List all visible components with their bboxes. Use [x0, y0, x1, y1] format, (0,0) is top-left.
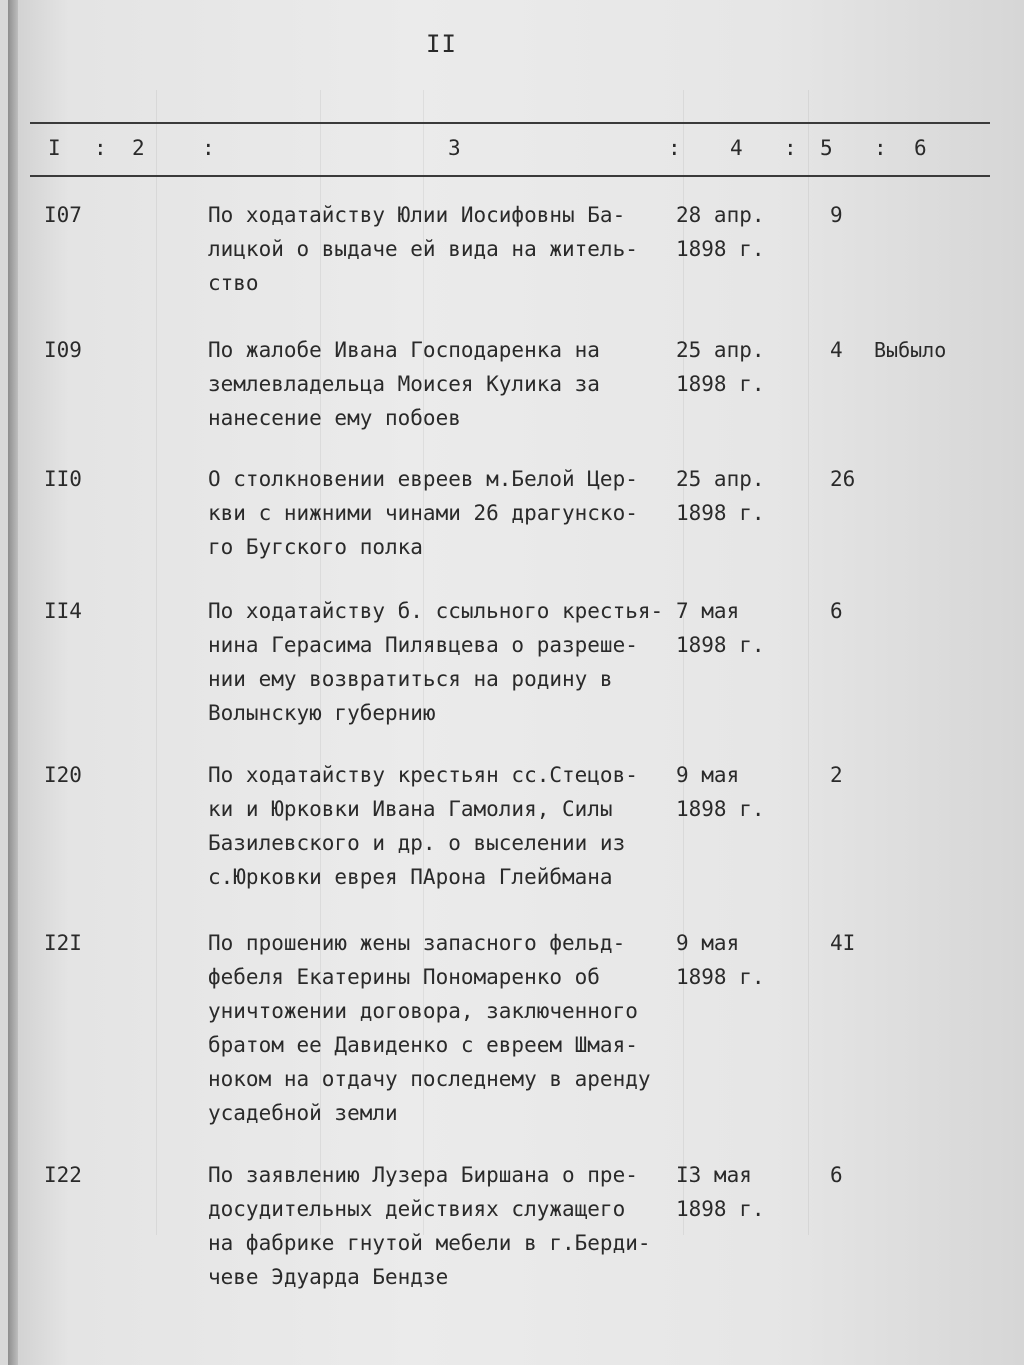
case-description: По ходатайству крестьян сс.Стецов- ки и Юрковки Ивана Гамолия, Силы Базилевского и др. о выселении из с.Юрковки еврея ПАрона Глейбмана: [208, 763, 638, 889]
case-description: По заявлению Лузера Биршана о пре- досудительных действиях служащего на фабрике гнутой мебели в г.Берди- чеве Эдуарда Бендзе: [208, 1163, 651, 1289]
case-number: I07: [44, 203, 82, 227]
sheet-count: 4I: [830, 931, 856, 955]
header-col-5: 5: [820, 136, 833, 160]
case-note: Выбыло: [874, 338, 947, 362]
header-col-1: I: [48, 136, 61, 160]
header-separator: :: [784, 136, 797, 160]
case-date: 25 апр. 1898 г.: [676, 467, 765, 525]
case-description: По ходатайству б. ссыльного крестья- нина Герасима Пилявцева о разреше- нии ему возвратиться на родину в Волынскую губернию: [208, 599, 664, 725]
case-date: 9 мая 1898 г.: [676, 931, 765, 989]
case-description: По прошению жены запасного фельд- фебеля Екатерины Пономаренко об уничтожении договора, заключенного братом ее Давиденко с евреем Шмая- ноком на отдачу последнему в аренду усадебной земли: [208, 931, 651, 1125]
case-number: I09: [44, 338, 82, 362]
case-number: I20: [44, 763, 82, 787]
case-date: 7 мая 1898 г.: [676, 599, 765, 657]
case-description: По ходатайству Юлии Иосифовны Ба- лицкой о выдаче ей вида на житель- ство: [208, 203, 638, 295]
sheet-count: 4: [830, 338, 843, 362]
header-top-rule: [30, 122, 990, 124]
case-description: По жалобе Ивана Господаренка на землевладельца Моисея Кулика за нанесение ему побоев: [208, 338, 600, 430]
case-description: О столкновении евреев м.Белой Цер- кви с нижними чинами 26 драгунско- го Бугского полка: [208, 467, 638, 559]
header-separator: :: [668, 136, 681, 160]
header-col-6: 6: [914, 136, 927, 160]
document-page: [8, 0, 1024, 1365]
sheet-count: 26: [830, 467, 856, 491]
case-date: 9 мая 1898 г.: [676, 763, 765, 821]
header-col-2: 2: [132, 136, 145, 160]
header-col-3: 3: [448, 136, 461, 160]
sheet-count: 6: [830, 1163, 843, 1187]
page-number: II: [426, 30, 457, 58]
bleed-through-line: [808, 90, 809, 1235]
sheet-count: 6: [830, 599, 843, 623]
case-number: II4: [44, 599, 82, 623]
case-date: I3 мая 1898 г.: [676, 1163, 765, 1221]
case-number: II0: [44, 467, 82, 491]
case-number: I2I: [44, 931, 82, 955]
bleed-through-line: [156, 90, 157, 1235]
case-date: 25 апр. 1898 г.: [676, 338, 765, 396]
header-separator: :: [94, 136, 107, 160]
header-bottom-rule: [30, 175, 990, 177]
case-date: 28 апр. 1898 г.: [676, 203, 765, 261]
page-binding-edge: [8, 0, 18, 1365]
header-col-4: 4: [730, 136, 743, 160]
sheet-count: 2: [830, 763, 843, 787]
sheet-count: 9: [830, 203, 843, 227]
header-separator: :: [202, 136, 215, 160]
header-separator: :: [874, 136, 887, 160]
case-number: I22: [44, 1163, 82, 1187]
